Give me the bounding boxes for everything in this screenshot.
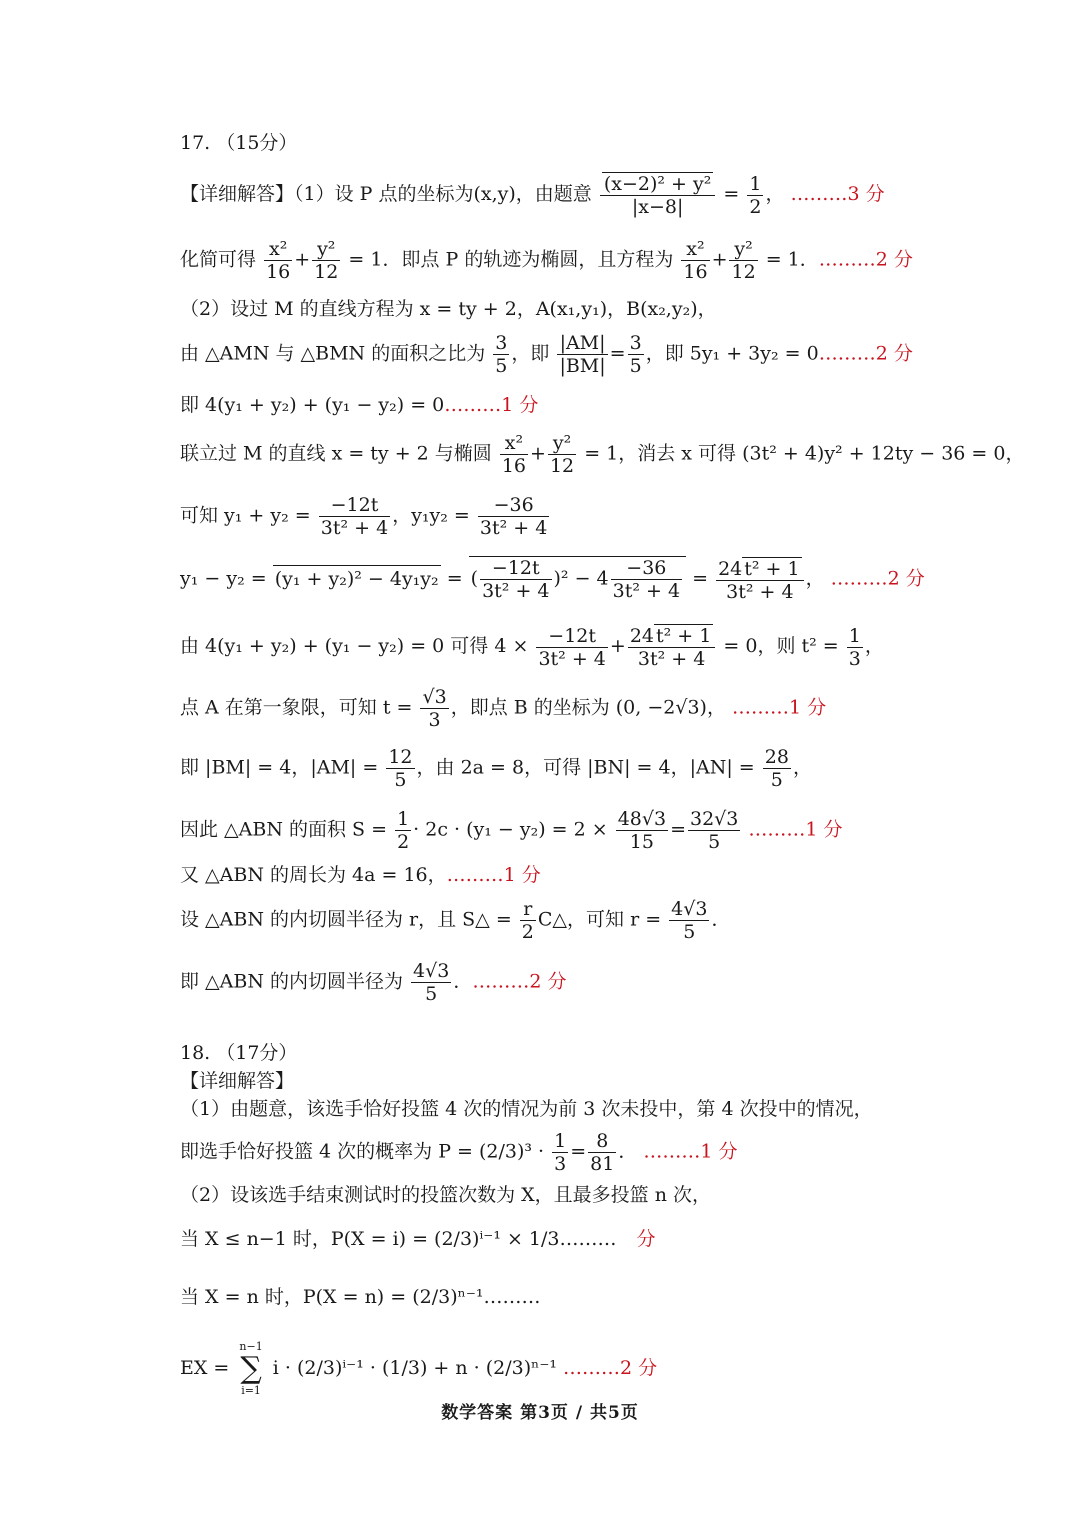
q17-line-5: 即 4(y₁ + y₂) + (y₁ − y₂) = 0………1 分: [180, 394, 539, 416]
page-footer: 数学答案 第3页 / 共5页: [441, 1403, 639, 1423]
q18-label: 【详细解答】: [180, 1070, 295, 1092]
ratio-value: $\frac{1}{2}$: [749, 172, 762, 218]
q18-line-4: 当 X ≤ n−1 时，P(X = i) = (2/3)ⁱ⁻¹ × 1/3……… 分: [180, 1228, 656, 1250]
detail-label: 【详细解答】: [180, 183, 295, 205]
summation-symbol: n−1 ∑ i=1: [239, 1340, 263, 1397]
q17-line-15: 即 △ABN 的内切圆半径为 $\frac{4√3}{5}$ ．………2 分: [180, 960, 567, 1005]
q17-line-14: 设 △ABN 的内切圆半径为 r，且 S△ = $\frac{r}{2}$ C△，可知 r = $\frac{4√3}{5}$ ．: [180, 898, 731, 943]
q17-line-13: 又 △ABN 的周长为 4a = 16，………1 分: [180, 864, 541, 886]
q17-line-1: 【详细解答】（1）设 P 点的坐标为(x,y)，由题意 $\frac{\text{(x−2)² + y²}}{|x-8|}$ = $\frac{1}{2}$ ， ………3 分: [180, 172, 885, 218]
q17-line-3: （2）设过 M 的直线方程为 x = ty + 2，A(x₁,y₁)，B(x₂,y₂)，: [180, 298, 717, 320]
q18-header: 18. （17分）: [180, 1042, 298, 1064]
q17-line-9: 由 4(y₁ + y₂) + (y₁ − y₂) = 0 可得 4 × $\frac{-12t}{\text{3t² + 4}}$ + $\frac{\text{24 t² + 1}}{\text{3t² + 4}}$ = 0，则 t² = $\frac{1}{3}$ ，: [180, 624, 884, 670]
score-mark: ………2 分: [818, 248, 913, 271]
q17-line-12: 因此 △ABN 的面积 S = $\frac{1}{2}$ · 2c · (y₁ − y₂) = 2 × $\frac{48√3}{15}$ = $\frac{32√3}{5}$ ………1 分: [180, 808, 843, 853]
score-mark: ………3 分: [790, 183, 885, 205]
q18-line-6: EX = n−1 ∑ i=1 i · (2/3)ⁱ⁻¹ · (1/3) + n · (2/3)ⁿ⁻¹ ………2 分: [180, 1340, 658, 1397]
q17-line-8: y₁ − y₂ = (y₁ + y₂)² − 4y₁y₂ = ( $\frac{-12t}{\text{3t² + 4}}$ )² − 4 $\frac{-36}{\text{3t² + 4}}$ = $\frac{\text{24 t² + 1}}{\text{3t² + 4}}$ ， ………2 分: [180, 557, 925, 603]
q18-line-5: 当 X = n 时，P(X = n) = (2/3)ⁿ⁻¹………: [180, 1286, 541, 1308]
q18-line-1: （1）由题意，该选手恰好投篮 4 次的情况为前 3 次未投中，第 4 次投中的情况，: [180, 1098, 873, 1120]
q17-line-10: 点 A 在第一象限，可知 t = $\frac{√3}{3}$ ，即点 B 的坐标为 (0, −2√3)， ………1 分: [180, 686, 827, 731]
q17-line-6: 联立过 M 的直线 x = ty + 2 与椭圆 $\frac{\text{x²}}{16}$ + $\frac{\text{y²}}{12}$ = 1，消去 x 可得 (3t² + 4)y² + 12ty − 36 = 0，: [180, 432, 1025, 477]
q18-line-2: 即选手恰好投篮 4 次的概率为 P = (2/3)³ · $\frac{1}{3}$ = $\frac{8}{81}$ ． ………1 分: [180, 1130, 738, 1175]
q17-line-7: 可知 y₁ + y₂ = $\frac{-12t}{\text{3t² + 4}}$ ，y₁y₂ = $\frac{-36}{\text{3t² + 4}}$: [180, 494, 548, 539]
q17-line-11: 即 |BM| = 4，|AM| = $\frac{12}{5}$ ，由 2a = 8，可得 |BN| = 4，|AN| = $\frac{28}{5}$ ，: [180, 746, 812, 791]
q17-header: 17. （15分）: [180, 132, 298, 154]
q17-line-2: 化简可得 $\frac{\text{x²}}{16}$ + $\frac{\text{y²}}{12}$ = 1．即点 P 的轨迹为椭圆，且方程为 $\frac{\text{x²}}{16}$ + $\frac{\text{y²}}{12}$ = 1．………2 分: [180, 238, 913, 283]
distance-ratio-fraction: $\frac{\text{(x−2)² + y²}}{|x-8|}$: [600, 172, 716, 218]
q18-line-3: （2）设该选手结束测试时的投篮次数为 X，且最多投篮 n 次，: [180, 1184, 711, 1206]
q17-line-4: 由 △AMN 与 △BMN 的面积之比为 $\frac{3}{5}$ ，即 $\frac{|AM|}{|BM|}$ = $\frac{3}{5}$ ，即 5y₁ + 3y₂ = 0………2 分: [180, 332, 913, 377]
